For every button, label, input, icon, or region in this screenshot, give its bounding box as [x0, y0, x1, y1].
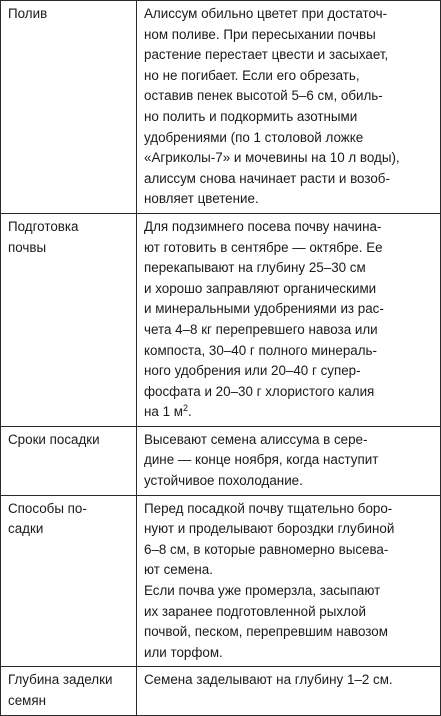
row-label-line: садки [8, 521, 44, 537]
table-row [1, 495, 441, 667]
text-line: ют готовить в сентябре — октябре. Ее [144, 239, 383, 255]
text-fragment: на 1 м [144, 404, 183, 420]
text-line: ного удобрения или 20–40 г супер- [144, 363, 361, 379]
row-label-line: Полив [8, 6, 48, 21]
text-line: и хорошо заправляют органическими [144, 280, 377, 296]
row-description-cell [137, 426, 441, 495]
text-line: компоста, 30–40 г полного минераль- [144, 342, 377, 358]
text-line: удобрениями (по 1 столовой ложке [144, 129, 364, 145]
row-label-cell [1, 1, 137, 214]
row-description-cell [137, 667, 441, 715]
row-label-line: почвы [8, 239, 47, 255]
text-line: но не погибает. Если его обрезать, [144, 67, 360, 83]
text-line: Высевают семена алиссума в сере- [144, 431, 368, 447]
row-label-cell [1, 495, 137, 667]
text-line: перекапывают на глубину 25–30 см [144, 260, 366, 276]
row-label-line: семян [8, 693, 46, 708]
text-line: и минеральными удобрениями из рас- [144, 301, 384, 317]
text-line: дине — конце ноября, когда наступит [144, 452, 379, 468]
text-line: их заранее подготовленной рыхлой [144, 603, 366, 619]
text-line: ном поливе. При пересыхании почвы [144, 26, 376, 42]
text-line: или торфом. [144, 644, 223, 660]
text-line: нуют и проделывают бороздки глубиной [144, 521, 395, 537]
row-label-line: Подготовка [8, 218, 79, 234]
row-description-cell [137, 1, 441, 214]
table-row [1, 426, 441, 495]
text-line: Перед посадкой почву тщательно боро- [144, 500, 393, 516]
text-line: «Агриколы-7» и мочевины на 10 л воды), [144, 150, 400, 166]
text-line: почвой, песком, перепревшим навозом [144, 624, 388, 640]
text-line: но полить и подкормить азотными [144, 108, 358, 124]
row-label-line: Глубина заделки [8, 672, 113, 688]
text-line: устойчивое похолодание. [144, 473, 303, 489]
row-label-cell [1, 426, 137, 495]
superscript: 2 [182, 403, 188, 414]
text-line: новляет цветение. [144, 191, 259, 207]
text-line: фосфата и 20–30 г хлористого калия [144, 383, 375, 399]
row-label-line: Сроки посадки [8, 431, 100, 447]
row-label-line: Способы по- [8, 500, 87, 516]
text-line: чета 4–8 кг перепревшего навоза или [144, 321, 378, 337]
text-line: алиссум снова начинает расти и возоб- [144, 170, 390, 186]
text-line [144, 402, 434, 423]
table-row [1, 213, 441, 426]
row-description-cell [137, 213, 441, 426]
table-row [1, 1, 441, 214]
text-fragment: . [187, 404, 192, 420]
text-line: растение перестает цвести и засыхает, [144, 47, 389, 63]
row-label-cell [1, 667, 137, 715]
text-line: Семена заделывают на глубину 1–2 см. [144, 672, 393, 688]
row-label-cell [1, 213, 137, 426]
text-line: оставив пенек высотой 5–6 см, обиль- [144, 88, 383, 104]
text-line: ют семена. [144, 562, 213, 578]
text-line: Для подзимнего посева почву начина- [144, 218, 382, 234]
text-line: 6–8 см, в которые равномерно высева- [144, 541, 389, 557]
text-line: Если почва уже промерзла, засыпают [144, 583, 381, 599]
row-description-cell [137, 495, 441, 667]
text-line: Алиссум обильно цветет при достаточ- [144, 6, 388, 21]
table-row [1, 667, 441, 715]
